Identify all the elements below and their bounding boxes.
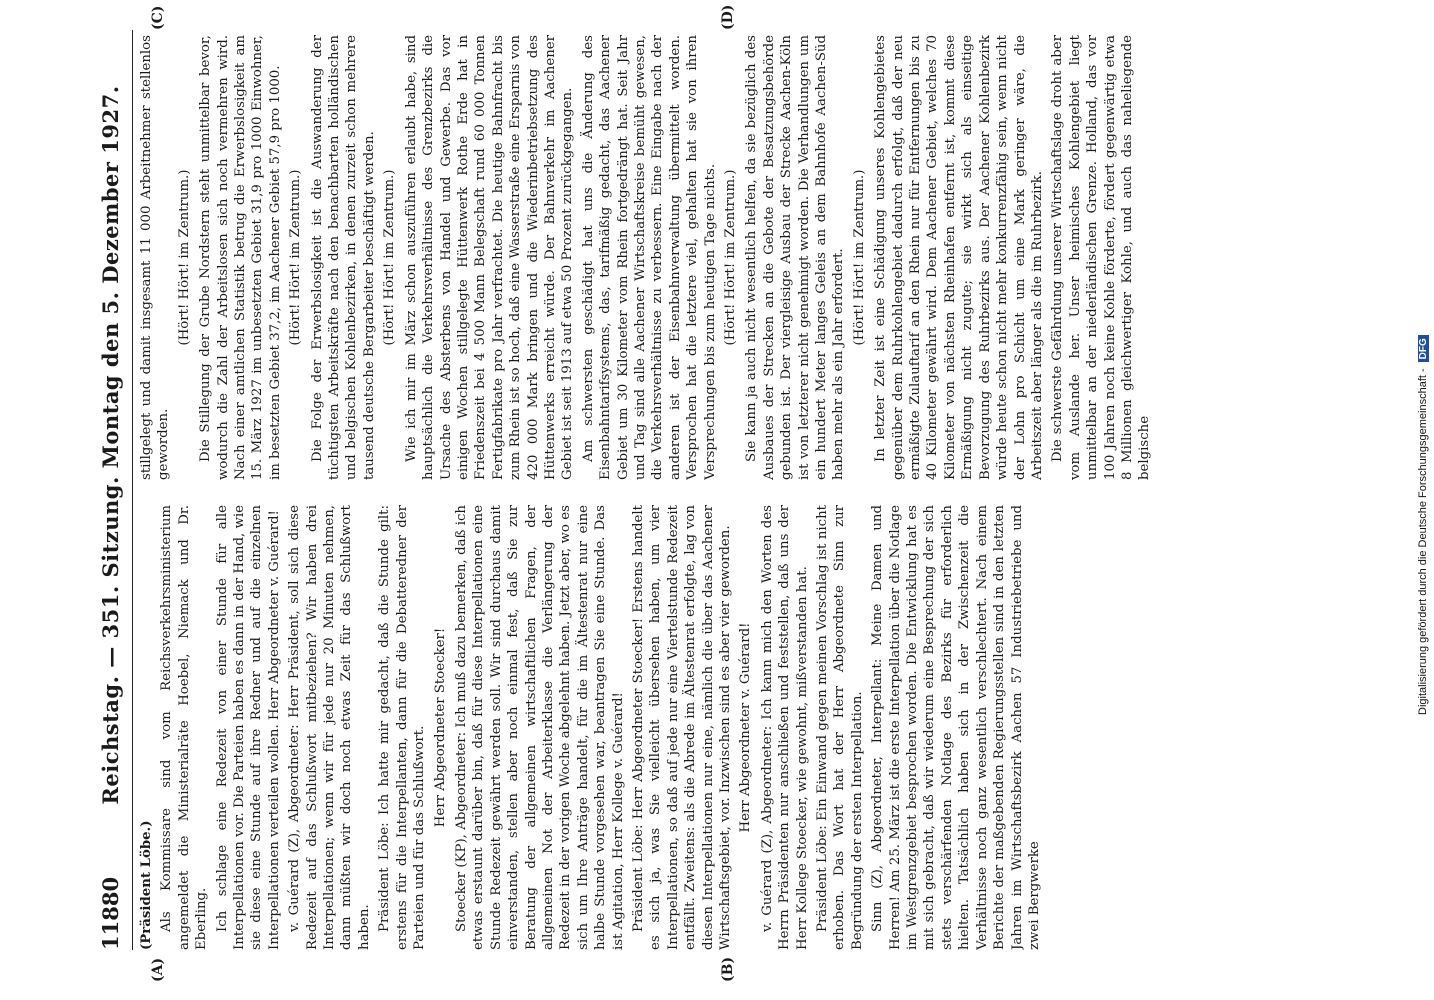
interjection: Herr Abgeordneter v. Guérard! [738, 622, 754, 833]
margin-letter-b: (B) [720, 956, 736, 982]
paragraph: Die Folge der Erwerbslosigkeit ist die Auswanderung der tüchtigsten Arbeitskräfte nach den benachbarten holländischen und belgischen Kohlenbezirken, in denen zurzeit schon mehrere tausend deutsche Bergarbeiter beschäftigt werden. [309, 35, 377, 480]
interjection: (Hört! Hört! im Zentrum.) [723, 169, 738, 346]
paragraph: Präsident Löbe: Herr Abgeordneter Stoecker! Erstens handelt es sich ja, was Sie vielleicht übersehen haben, um vier Interpellationen, so daß auf jede nur eine Viertelstunde Redezeit entfällt. Zweitens: als die Abrede im Ältestenrat erfolgte, lag von diesen Interpellationen nur eine, nämlich die über das Aachener Wirtschaftsgebiet, vor. Inzwischen sind es aber vier geworden. [630, 505, 733, 950]
paragraph: Am schwersten geschädigt hat uns die Änderung des Eisenbahntarifsystems, das, tarifmäßig gedacht, das Aachener Gebiet um 30 Kilometer vom Rhein fortgedrängt hat. Seit Jahr und Tag sind alle Aachener Wirtschaftskreise bemüht gewesen, die Verkehrsverhältnisse zu verbessern. Eine Eingabe nach der anderen ist der Eisenbahnverwaltung übermittelt worden. Versprochen hat die letztere viel, gehalten hat sie von ihren Versprechungen bis zum heutigen Tage nichts. [580, 35, 718, 480]
paragraph: v. Guérard (Z), Abgeordneter: Ich kann mich den Worten des Herrn Präsidenten nur anschließen und feststellen, daß uns der Herr Kollege Stoecker, wie gewohnt, mißverstanden hat. [759, 505, 810, 950]
interjection: Herr Abgeordneter Stoecker! [432, 627, 448, 828]
paragraph: Sinn (Z), Abgeordneter, Interpellant: Meine Damen und Herren! Am 25. März ist die erste Interpellation über die Notlage im Westgrenzgebiet besprochen worden. Die Entwicklung hat es mit sich gebracht, daß wir wiederum eine Besprechung der sich stets verschärfenden Notlage des Bezirks für erforderlich hielten. Tatsächlich haben sich in der Zwischenzeit die Verhältnisse noch ganz wesentlich verschlechtert. Nach einem Berichte der maßgebenden Regierungsstellen sind in den letzten Jahren im Wirtschaftsbezirk Aachen 57 Industriebetriebe und zwei Bergwerke [870, 505, 1042, 950]
paragraph: Die schwerste Gefährdung unserer Wirtschaftslage droht aber vom Auslande her. Unser heimisches Kohlengebiet liegt unmittelbar an der niederländischen Grenze. Holland, das vor 100 Jahren noch keine Kohle förderte, fördert gegenwärtig etwa 8 Millionen gleichwertiger Kohle, und auch das naheliegende belgische [1050, 35, 1153, 480]
dfg-logo: DFG [1418, 335, 1429, 362]
page-title: Reichstag. — 351. Sitzung. Montag den 5. Dezember 1927. [97, 85, 123, 805]
paragraph: v. Guérard (Z), Abgeordneter: Herr Präsident, soll sich diese Redezeit auf das Schlußwort mitbeziehen? Wir haben drei Interpellationen; wenn wir für jede nur 20 Minuten nehmen, dann müßten wir doch noch etwas Zeit für das Schlußwort haben. [287, 505, 372, 950]
paragraph: Präsident Löbe: Ein Einwand gegen meinen Vorschlag ist nicht erhoben. Das Wort hat der Herr Abgeordnete Sinn zur Begründung der ersten Interpellation. [815, 505, 865, 950]
digitization-stamp [1410, 0, 1430, 1000]
page-number: 11880 [97, 876, 123, 950]
page-header [90, 30, 130, 950]
interjection: (Hört! Hört! im Zentrum.) [851, 169, 867, 346]
paragraph: Stoecker (KP), Abgeordneter: Ich muß dazu bemerken, daß ich etwas erstaunt darüber bin, daß für diese Interpellationen eine Stunde Redezeit gewährt werden soll. Wir sind durchaus damit einverstanden, stellen aber noch einmal fest, daß Sie zur Beratung der allgemeinen wirtschaftlichen Fragen, der allgemeinen Not der Arbeiterklasse die Verlängerung der Redezeit in der vorigen Woche abgelehnt haben. Jetzt aber, wo es sich um Ihre Anträge handelt, für die im Ältestenrat nur eine halbe Stunde vorgesehen war, beantragen Sie eine Stunde. Das ist Agitation, Herr Kollege v. Guérard! [453, 505, 626, 950]
paragraph: Präsident Löbe: Ich hatte mir gedacht, daß die Stunde gilt: erstens für die Interpellanten, dann für die Debatteredner der Parteien und für das Schlußwort. [377, 505, 428, 950]
paragraph: Sie kann ja auch nicht wesentlich helfen, da sie bezüglich des Ausbaues der Strecken an die Gebote der Besatzungsbehörde gebunden ist. Der viergleisige Ausbau der Strecke Aachen-Köln ist von letzterer nicht genehmigt worden. Die Verhandlungen um ein hundert Meter langes Geleis an dem Bahnhofe Aachen-Süd haben mehr als ein Jahr erfordert. [744, 35, 847, 480]
interjection: (Hört! Hört! im Zentrum.) [382, 169, 398, 346]
header-rule [132, 30, 133, 950]
left-column [138, 505, 1288, 950]
margin-letter-c: (C) [150, 5, 166, 30]
margin-letter-a: (A) [150, 957, 166, 982]
right-column [138, 35, 1288, 480]
document-page [80, 0, 1380, 990]
paragraph: Wie ich mir im März schon auszuführen erlaubt habe, sind hauptsächlich die Verkehrsverhältnisse des Grenzbezirks die Ursache des Absterbens von Handel und Gewerbe. Das vor einigen Wochen stillgelegte Hüttenwerk Rothe Erde hat in Friedenszeit bei 4 500 Mann Belegschaft rund 60 000 Tonnen Fertigfabrikate pro Jahr verfrachtet. Die heutige Bahnfracht bis zum Rhein ist so hoch, daß eine Wasserstraße eine Ersparnis von 420 000 Mark bringen und die Wiederinbetriebsetzung des Hüttenwerks erreicht würde. Der Bahnverkehr im Aachener Gebiet ist seit 1913 auf etwa 50 Prozent zurückgegangen. [403, 35, 576, 480]
interjection: (Hört! Hört! im Zentrum.) [288, 169, 304, 346]
interjection: (Hört! Hört! im Zentrum.) [176, 169, 192, 346]
paragraph: stillgelegt und damit insgesamt 11 000 Arbeitnehmer stellenlos geworden. [139, 35, 172, 480]
paragraph: Ich schlage eine Redezeit von einer Stunde für alle Interpellationen vor. Die Parteien haben es dann in der Hand, wie sie diese eine Stunde auf ihre Redner und auf die einzelnen Interpellationen verteilen wollen. Herr Abgeordneter v. Guérard! [214, 505, 282, 950]
paragraph: Als Kommissare sind vom Reichsverkehrsministerium angemeldet die Ministerialräte Hoebel, Niemack und Dr. Eberling. [159, 505, 210, 950]
margin-letter-d: (D) [720, 4, 736, 30]
stamp-text: Digitalisierung gefördert durch die Deutsche Forschungsgemeinschaft - [1417, 368, 1429, 715]
paragraph: Die Stillegung der Grube Nordstern steht unmittelbar bevor, wodurch die Zahl der Arbeitslosen sich noch vermehren wird. Nach einer amtlichen Statistik betrug die Erwerbslosigkeit am 15. März 1927 im unbesetzten Gebiet 31,9 pro 1000 Einwohner, im besetzten Gebiet 37,2, im Aachener Gebiet 57,9 pro 1000. [198, 35, 283, 480]
paragraph: In letzter Zeit ist eine Schädigung unseres Kohlengebietes gegenüber dem Ruhrkohlengebiet dadurch erfolgt, daß der neu ermäßigte Zulauftarif an den Rhein nur für Entfernungen bis zu 40 Kilometer gewährt wird. Dem Aachener Gebiet, welches 70 Kilometer von nächsten Rheinhafen entfernt ist, kommt diese Ermäßigung nicht zugute; sie wirkt sich als einseitige Bevorzugung des Ruhrbezirks aus. Der Aachener Kohlenbezirk würde heute schon nicht mehr konkurrenzfähig sein, wenn nicht der Lohn pro Schicht um eine Mark geringer wäre, die Arbeitszeit aber länger als die im Ruhrbezirk. [873, 35, 1045, 480]
speaker-heading: (Präsident Löbe.) [139, 820, 154, 950]
